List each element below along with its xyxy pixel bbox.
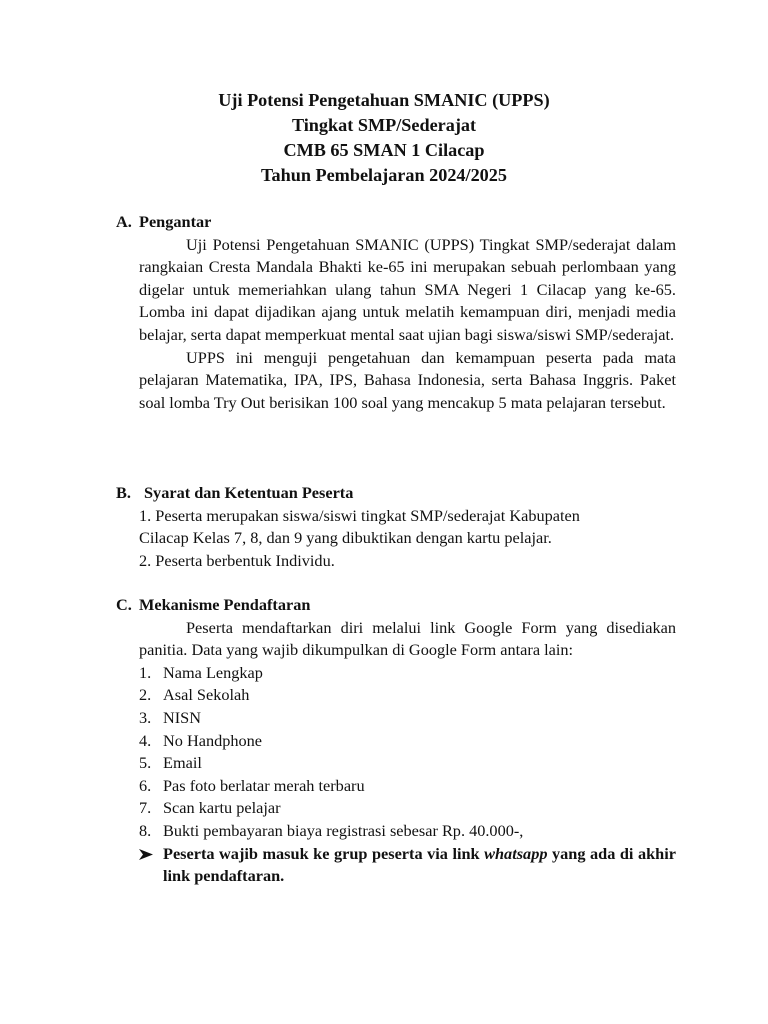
requirement-line: 1. Peserta merupakan siswa/siswi tingkat SMP/sederajat Kabupaten xyxy=(139,505,580,525)
section-title: Syarat dan Ketentuan Peserta xyxy=(144,483,354,502)
list-text: Bukti pembayaran biaya registrasi sebesar Rp. 40.000-, xyxy=(163,820,524,840)
list-text: NISN xyxy=(163,707,201,727)
list-text: Nama Lengkap xyxy=(163,662,263,682)
section-heading-a xyxy=(116,211,676,234)
list-item xyxy=(139,662,676,685)
list-number: 4. xyxy=(139,730,152,750)
list-number: 2. xyxy=(139,685,152,705)
section-mekanisme-pendaftaran xyxy=(116,594,676,888)
section-body xyxy=(139,234,676,415)
paragraph: Uji Potensi Pengetahuan SMANIC (UPPS) Tingkat SMP/sederajat dalam rangkaian Cresta Mandala Bhakti ke-65 ini merupakan sebuah perlombaan yang digelar untuk memeriahkan ulang tahun SMA Negeri 1 Cilacap yang ke-65. Lomba ini dapat dijadikan ajang untuk melatih kemampuan diri, menjadi media belajar, serta dapat memperkuat mental saat ujian bagi siswa/siswi SMP/sederajat. xyxy=(139,234,676,344)
section-letter: C. xyxy=(116,595,132,614)
section-pengantar xyxy=(116,211,676,414)
list-number: 5. xyxy=(139,753,152,773)
section-letter: B. xyxy=(116,483,131,502)
paragraph: UPPS ini menguji pengetahuan dan kemampuan peserta pada mata pelajaran Matematika, IPA, IPS, Bahasa Indonesia, serta Bahasa Inggris. Paket soal lomba Try Out berisikan 100 soal yang mencakup 5 mata pelajaran tersebut. xyxy=(139,347,676,412)
section-body xyxy=(139,617,676,888)
document-title xyxy=(0,88,768,188)
title-line-3: CMB 65 SMAN 1 Cilacap xyxy=(283,140,485,160)
list-text: Scan kartu pelajar xyxy=(163,798,281,818)
note-text-end: yang ada di akhir link pendaftaran. xyxy=(163,843,676,886)
section-title: Mekanisme Pendaftaran xyxy=(139,595,311,614)
note-emphasis: whatsapp xyxy=(484,843,548,863)
list-number: 1. xyxy=(139,662,152,682)
list-item xyxy=(139,820,676,843)
list-item xyxy=(139,730,676,753)
list-text: Asal Sekolah xyxy=(163,685,250,705)
list-number: 6. xyxy=(139,775,152,795)
title-line-2: Tingkat SMP/Sederajat xyxy=(291,115,477,135)
section-syarat-ketentuan xyxy=(116,482,676,572)
title-line-1: Uji Potensi Pengetahuan SMANIC (UPPS) xyxy=(218,90,550,110)
section-heading-c xyxy=(116,594,676,617)
arrowhead-bullet-icon xyxy=(139,849,153,860)
list-item xyxy=(139,775,676,798)
list-item xyxy=(139,797,676,820)
note-text-start: Peserta wajib masuk ke grup peserta via link xyxy=(163,843,485,863)
list-number: 8. xyxy=(139,820,152,840)
list-number: 7. xyxy=(139,798,152,818)
list-number: 3. xyxy=(139,707,152,727)
section-body xyxy=(139,505,676,573)
whatsapp-group-note xyxy=(139,843,676,888)
list-item xyxy=(139,684,676,707)
section-title: Pengantar xyxy=(139,212,212,231)
requirement-line: Cilacap Kelas 7, 8, dan 9 yang dibuktikan dengan kartu pelajar. xyxy=(139,528,552,548)
paragraph: Peserta mendaftarkan diri melalui link Google Form yang disediakan panitia. Data yang wajib dikumpulkan di Google Form antara lain: xyxy=(139,617,676,660)
title-line-4: Tahun Pembelajaran 2024/2025 xyxy=(261,165,507,185)
list-item xyxy=(139,752,676,775)
section-heading-b xyxy=(116,482,676,505)
requirement-line: 2. Peserta berbentuk Individu. xyxy=(139,550,335,570)
required-data-list xyxy=(139,662,676,843)
list-text: Pas foto berlatar merah terbaru xyxy=(163,775,365,795)
section-letter: A. xyxy=(116,212,132,231)
list-text: No Handphone xyxy=(163,730,263,750)
list-text: Email xyxy=(163,753,202,773)
list-item xyxy=(139,707,676,730)
